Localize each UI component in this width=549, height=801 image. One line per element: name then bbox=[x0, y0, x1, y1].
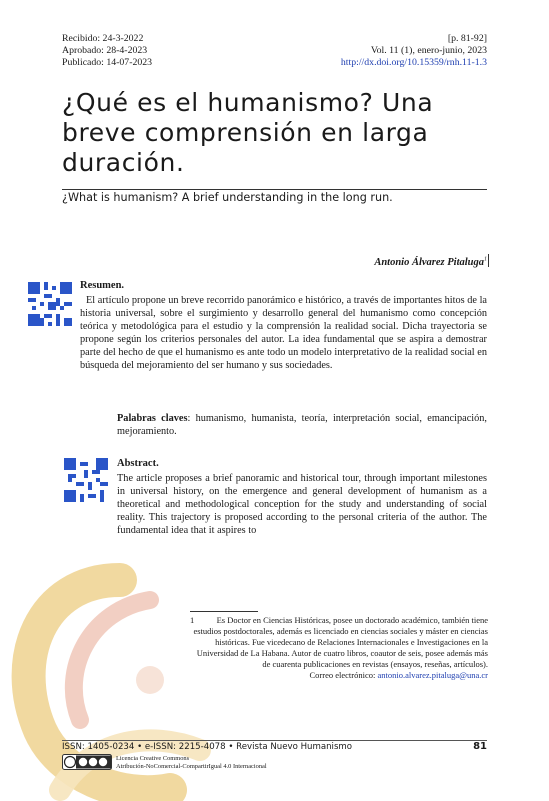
author-email-link[interactable]: antonio.alvarez.pitaluga@una.cr bbox=[377, 670, 488, 680]
article-subtitle: ¿What is humanism? A brief understanding in the long run. bbox=[62, 191, 393, 204]
resumen-text: El artículo propone un breve recorrido panorámico e histórico, a través de importantes hitos de la historia universal, sobre el surgimiento y desarrollo general del humanismo como concepción teórica y metodológica para el estudio y la comprensión la realidad social. Dicha trayectoria se propone según los criterios personales del autor. La idea fundamental que se aspira a demostrar parte del hecho de que el humanismo es ante todo un modelo interpretativo de la realidad social en búsqueda del mejoramiento del ser humano y sus sociedades. bbox=[80, 295, 487, 372]
author-footnote-mark[interactable]: 1 bbox=[484, 256, 487, 263]
author-line bbox=[374, 254, 489, 268]
footnote-number: 1 bbox=[190, 615, 195, 625]
footnote-text: Es Doctor en Ciencias Históricas, posee un doctorado académico, también tiene estudios postdoctorales, además es licenciado en ciencias sociales y máster en ciencias históricas. Fue vicedecano de Relaciones Internacionales e Investigaciones en la Universidad de La Habana. Autor de cuatro libros, coautor de seis, posee además más de cuarenta publicaciones en revistas (ensayos, reseñas, artículos). bbox=[193, 615, 488, 669]
qr-code-resumen-icon[interactable] bbox=[28, 282, 72, 326]
volume-info: Vol. 11 (1), enero-junio, 2023 bbox=[370, 45, 487, 57]
creative-commons-badge-icon[interactable] bbox=[62, 754, 112, 770]
approved-date: Aprobado: 28-4-2023 bbox=[62, 45, 148, 57]
doi-link[interactable]: http://dx.doi.org/10.15359/rnh.11-1.3 bbox=[340, 57, 487, 69]
page-range: [p. 81-92] bbox=[447, 33, 487, 44]
published-date: Publicado: 14-07-2023 bbox=[62, 57, 153, 69]
received-date: Recibido: 24-3-2022 bbox=[62, 33, 144, 44]
keywords-label: Palabras claves bbox=[117, 413, 188, 424]
keywords-text: : humanismo, humanista, teoría, interpretación social, emancipación, mejoramiento. bbox=[117, 413, 487, 438]
author-name: Antonio Álvarez Pitaluga bbox=[374, 257, 484, 268]
keywords bbox=[117, 412, 487, 438]
footnote-email-line bbox=[190, 670, 488, 681]
article-citation bbox=[341, 33, 487, 70]
abstract-text: The article proposes a brief panoramic and historical tour, through important milestones in universal history, on the emergence and general development of humanism as a theoretical and methodological conception for the study and understanding of social reality. This trajectory is proposed according to the personal criteria of the author. The fundamental idea that it aspires to bbox=[117, 473, 487, 537]
resumen-heading: Resumen. bbox=[80, 280, 125, 291]
footnote-divider bbox=[190, 611, 258, 612]
article-title: ¿Qué es el humanismo? Una breve comprensión en larga duración. bbox=[62, 88, 434, 177]
issn-line: ISSN: 1405-0234 • e-ISSN: 2215-4078 • Revista Nuevo Humanismo bbox=[62, 742, 353, 752]
email-label: Correo electrónico: bbox=[309, 670, 378, 680]
abstract-heading: Abstract. bbox=[117, 458, 159, 469]
license-line-2: Atribución-NoComercial-CompartirIgual 4.0 Internacional bbox=[116, 762, 267, 770]
text-cursor bbox=[488, 254, 489, 267]
title-divider bbox=[62, 189, 487, 190]
footnote bbox=[190, 615, 488, 681]
qr-code-abstract-icon[interactable] bbox=[64, 458, 108, 502]
page-number: 81 bbox=[473, 741, 487, 752]
footer-divider bbox=[62, 740, 487, 741]
license-line-1: Licencia Creative Commons bbox=[116, 755, 190, 762]
license-text bbox=[116, 755, 267, 770]
article-dates bbox=[62, 33, 152, 70]
